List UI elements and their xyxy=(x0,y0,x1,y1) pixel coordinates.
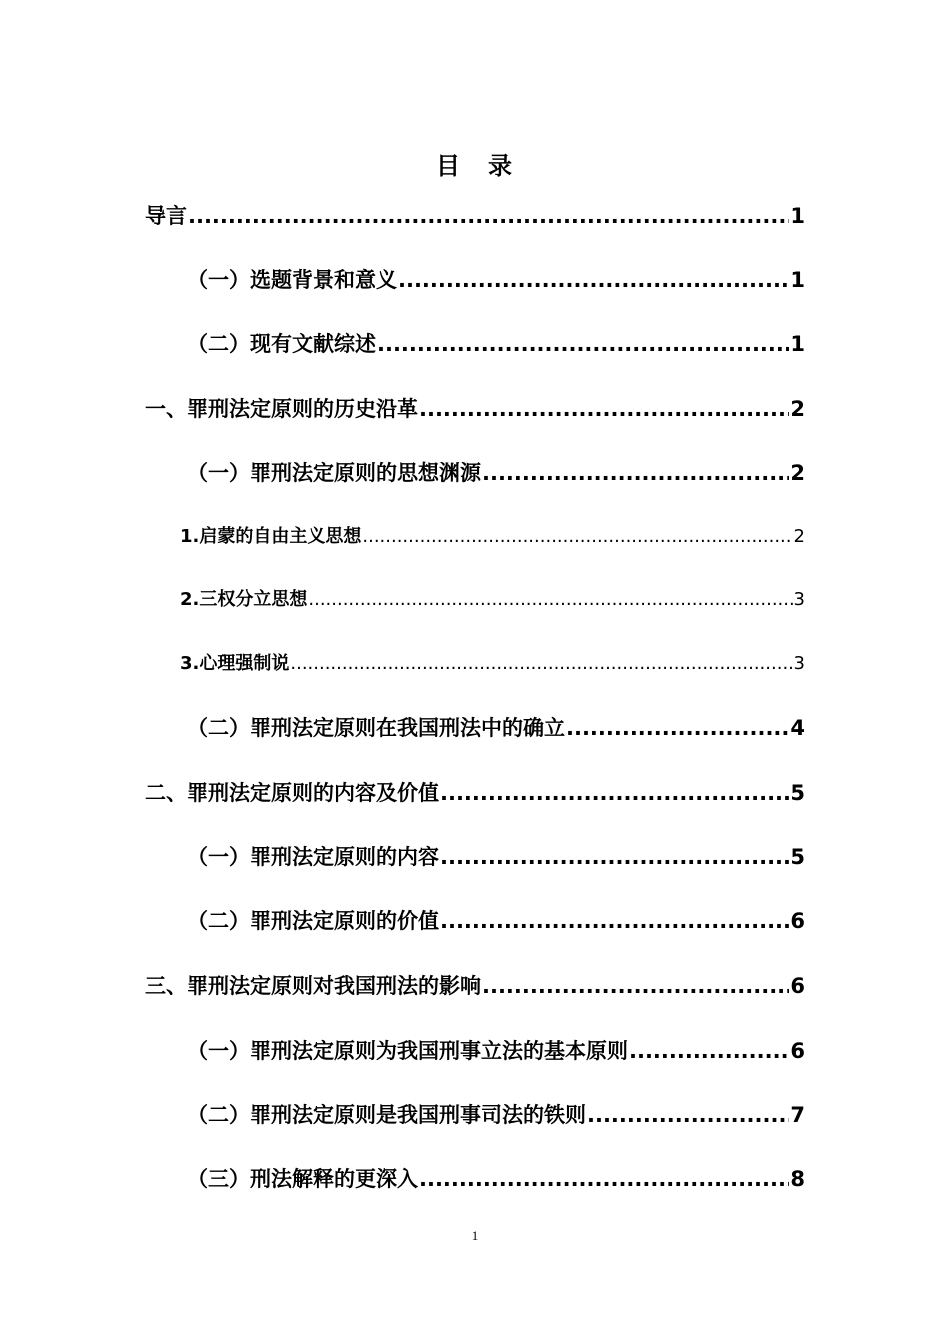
toc-entry-label: 3.心理强制说 xyxy=(180,653,290,674)
toc-entry-label: （一）罪刑法定原则为我国刑事立法的基本原则 xyxy=(187,1039,628,1063)
toc-dot-leader xyxy=(440,845,789,869)
toc-dot-leader xyxy=(419,397,789,421)
toc-entry-label: 1.启蒙的自由主义思想 xyxy=(180,526,362,547)
toc-dot-leader xyxy=(398,268,789,292)
toc-entry-label: （二）罪刑法定原则是我国刑事司法的铁则 xyxy=(187,1103,586,1127)
toc-entry[interactable] xyxy=(187,457,805,487)
toc-entry-page: 1 xyxy=(790,204,805,228)
toc-entry-label: 三、罪刑法定原则对我国刑法的影响 xyxy=(145,974,481,998)
toc-entry-page: 2 xyxy=(793,526,805,547)
toc-entry-label: 2.三权分立思想 xyxy=(180,589,308,610)
toc-entry[interactable] xyxy=(187,264,805,294)
toc-entry[interactable] xyxy=(187,1163,805,1193)
toc-entry[interactable] xyxy=(180,522,805,548)
toc-dot-leader xyxy=(587,1103,789,1127)
toc-entry-page: 1 xyxy=(790,268,805,292)
toc-dot-leader xyxy=(308,589,792,610)
toc-entry-page: 2 xyxy=(790,397,805,421)
toc-title-right: 录 xyxy=(488,152,514,180)
toc-entry-page: 1 xyxy=(790,332,805,356)
toc-entry-label: （二）罪刑法定原则的价值 xyxy=(187,909,439,933)
toc-entry[interactable] xyxy=(187,1035,805,1065)
toc-entry[interactable] xyxy=(187,328,805,358)
toc-entry-page: 2 xyxy=(790,461,805,485)
toc-entry[interactable] xyxy=(180,585,805,611)
toc-dot-leader xyxy=(188,204,789,228)
toc-dot-leader xyxy=(440,781,789,805)
toc-entry[interactable] xyxy=(145,200,805,230)
toc-entry[interactable] xyxy=(187,841,805,871)
toc-dot-leader xyxy=(440,909,789,933)
toc-entry[interactable] xyxy=(180,649,805,675)
toc-dot-leader xyxy=(419,1167,789,1191)
toc-dot-leader xyxy=(482,461,789,485)
toc-entry-label: 一、罪刑法定原则的历史沿革 xyxy=(145,397,418,421)
toc-dot-leader xyxy=(566,716,789,740)
toc-entry-page: 8 xyxy=(790,1167,805,1191)
toc-entry[interactable] xyxy=(187,712,805,742)
toc-entry[interactable] xyxy=(145,393,805,423)
toc-entry-page: 5 xyxy=(790,781,805,805)
toc-title-left: 目 xyxy=(436,152,462,180)
toc-entry-page: 3 xyxy=(793,653,805,674)
toc-entry[interactable] xyxy=(187,1099,805,1129)
toc-entry-label: （一）罪刑法定原则的思想渊源 xyxy=(187,461,481,485)
toc-entry-page: 5 xyxy=(790,845,805,869)
toc-entry-label: 二、罪刑法定原则的内容及价值 xyxy=(145,781,439,805)
toc-entry-page: 6 xyxy=(790,974,805,998)
toc-entry-label: （一）选题背景和意义 xyxy=(187,268,397,292)
toc-entry-label: （三）刑法解释的更深入 xyxy=(187,1167,418,1191)
toc-entry-page: 6 xyxy=(790,909,805,933)
toc-entry-page: 3 xyxy=(793,589,805,610)
toc-entry-page: 7 xyxy=(790,1103,805,1127)
page-number: 1 xyxy=(471,1228,479,1243)
toc-entry-page: 6 xyxy=(790,1039,805,1063)
toc-dot-leader xyxy=(377,332,789,356)
toc-title xyxy=(0,146,950,181)
toc-entry-label: （一）罪刑法定原则的内容 xyxy=(187,845,439,869)
toc-dot-leader xyxy=(362,526,792,547)
toc-dot-leader xyxy=(290,653,792,674)
toc-entry[interactable] xyxy=(145,970,805,1000)
toc-entry[interactable] xyxy=(187,905,805,935)
toc-dot-leader xyxy=(482,974,789,998)
toc-entry[interactable] xyxy=(145,777,805,807)
toc-entry-label: （二）罪刑法定原则在我国刑法中的确立 xyxy=(187,716,565,740)
toc-dot-leader xyxy=(629,1039,789,1063)
toc-entry-page: 4 xyxy=(790,716,805,740)
toc-entry-label: （二）现有文献综述 xyxy=(187,332,376,356)
toc-entry-label: 导言 xyxy=(145,204,187,228)
